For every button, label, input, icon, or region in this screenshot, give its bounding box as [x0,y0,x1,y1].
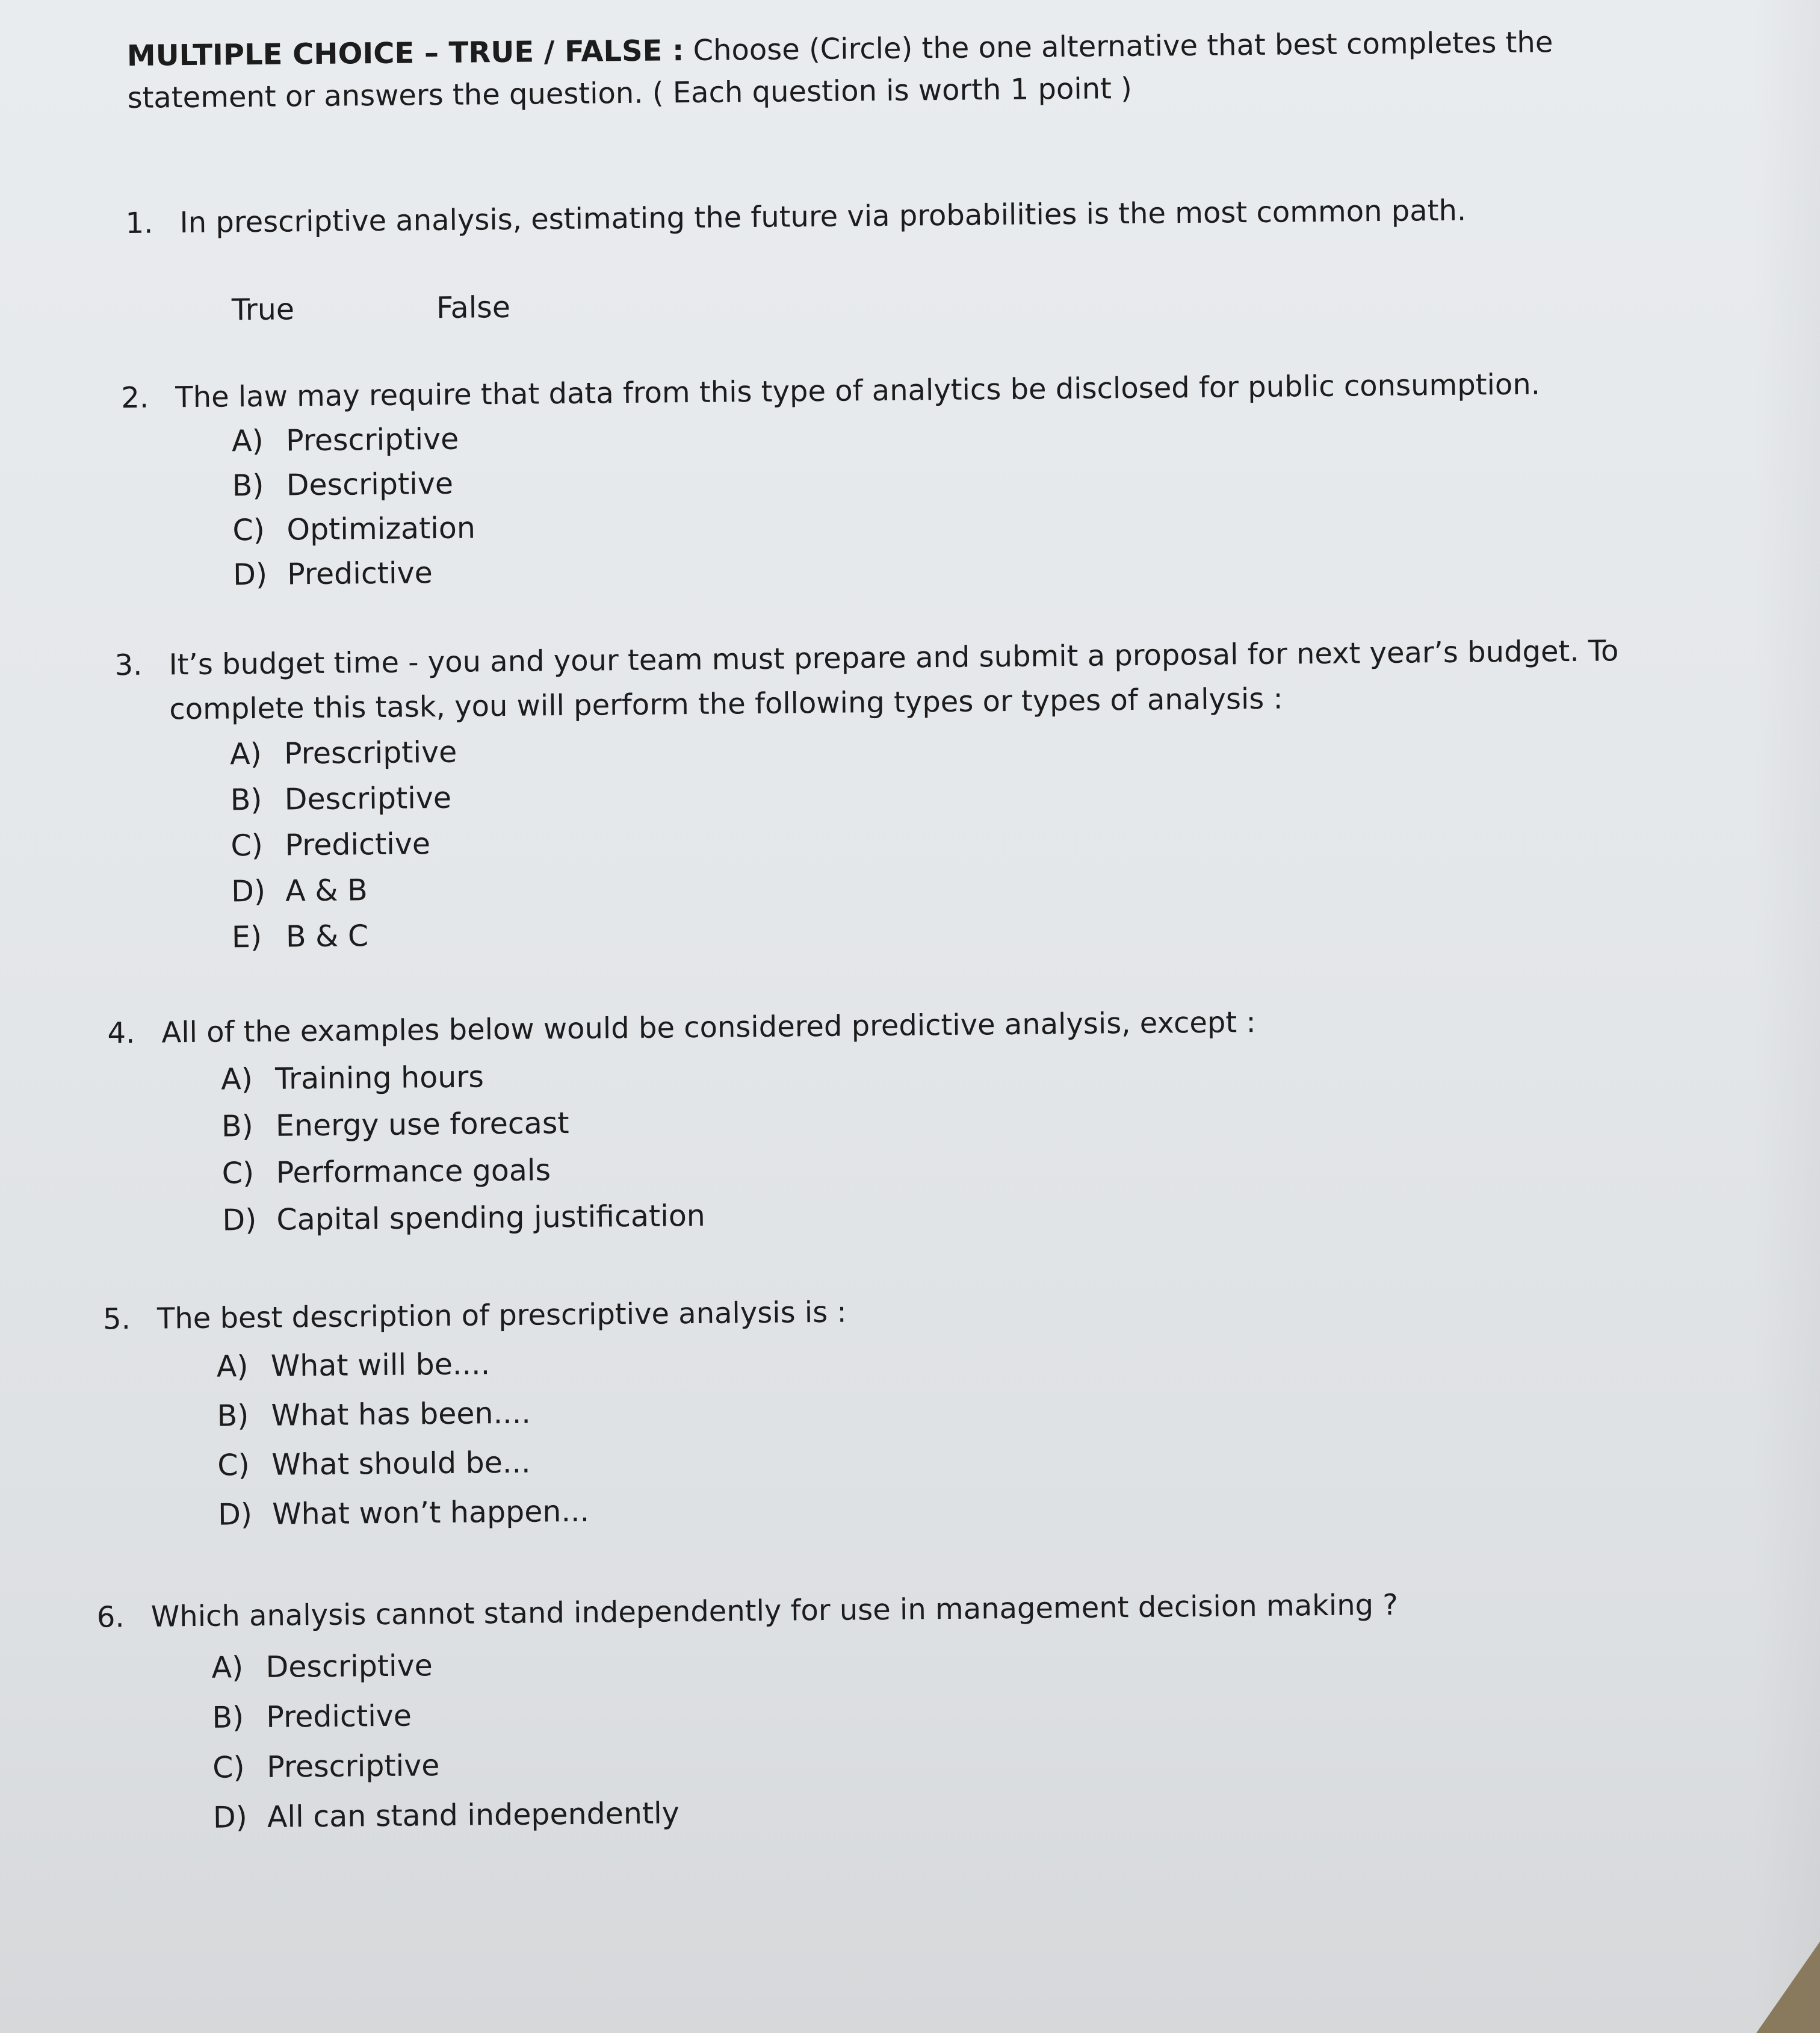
question-6: 6. Which analysis cannot stand independently for use in management decision making ? [96,1588,1399,1634]
option-d[interactable]: D) Capital spending justification [222,1198,706,1238]
option-c[interactable]: C) Performance goals [221,1153,551,1191]
option-a[interactable]: A) Prescriptive [229,734,457,772]
option-b[interactable]: B) Predictive [212,1698,412,1735]
option-b[interactable]: B) What has been.... [217,1395,531,1433]
option-c[interactable]: C) Optimization [232,511,476,548]
question-text: All of the examples below would be considered predictive analysis, except : [161,1005,1256,1050]
question-3: 3. It’s budget time - you and your team must prepare and submit a proposal for next year’s budget. To complete this task, you will perform the following types or types of analysis : [114,634,1619,727]
option-c[interactable]: C) Prescriptive [212,1748,440,1785]
option-true[interactable]: True [231,292,295,327]
question-1: 1. In prescriptive analysis, estimating the future via probabilities is the most common path. [125,193,1467,241]
option-a[interactable]: A) Training hours [220,1060,484,1097]
option-e[interactable]: E) B & C [231,919,369,955]
option-b[interactable]: B) Descriptive [230,780,452,818]
instructions-header [127,20,1668,119]
question-5: 5. The best description of prescriptive analysis is : [102,1295,847,1336]
option-a[interactable]: A) Prescriptive [231,421,459,459]
option-c[interactable]: C) What should be... [217,1445,531,1483]
option-false[interactable]: False [436,290,511,326]
question-text: The law may require that data from this type of analytics be disclosed for public consumption. [175,367,1541,415]
header-bold: MULTIPLE CHOICE – TRUE / FALSE : [126,34,684,73]
question-text: The best description of prescriptive analysis is : [156,1295,847,1336]
option-b[interactable]: B) Energy use forecast [221,1106,569,1144]
option-a[interactable]: A) Descriptive [211,1648,433,1685]
option-d[interactable]: D) What won’t happen... [217,1494,590,1532]
option-b[interactable]: B) Descriptive [232,466,454,503]
question-text: In prescriptive analysis, estimating the future via probabilities is the most common path. [179,193,1467,240]
option-c[interactable]: C) Predictive [231,827,431,863]
question-4: 4. All of the examples below would be considered predictive analysis, except : [107,1005,1256,1051]
question-text: It’s budget time - you and your team must prepare and submit a proposal for next year’s budget. To complete this task, you will perform the following types or types of analysis : [169,634,1619,727]
option-d[interactable]: D) A & B [231,873,368,909]
option-d[interactable]: D) Predictive [232,556,433,592]
option-d[interactable]: D) All can stand independently [212,1796,680,1835]
question-text: Which analysis cannot stand independently for use in management decision making ? [150,1588,1399,1634]
option-a[interactable]: A) What will be.... [216,1347,491,1384]
question-2: 2. The law may require that data from this type of analytics be disclosed for public consumption. [121,367,1541,415]
header-text: Choose (Circle) the one alternative that best completes the statement or answers the question. ( Each question is worth 1 point ) [127,25,1553,115]
